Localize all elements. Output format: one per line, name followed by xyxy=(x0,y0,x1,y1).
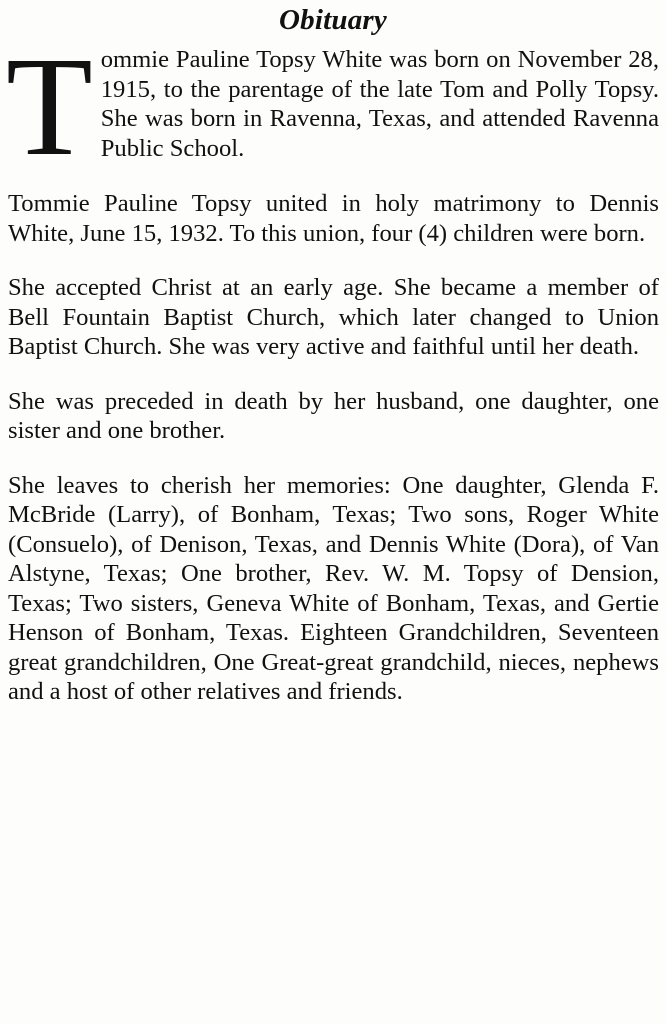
paragraph-survivors: She leaves to cherish her memories: One daughter, Glenda F. McBride (Larry), of Bonham, Texas; Two sons, Roger White (Consuelo), of Denison, Texas, and Dennis White (Dora), of Van Alstyne, Texas; One brother, Rev. W. M. Topsy of Dension, Texas; Two sisters, Geneva White of Bonham, Texas, and Gertie Henson of Bonham, Texas. Eighteen Grandchildren, Seventeen great grandchildren, One Great-great grandchild, nieces, nephews and a host of other relatives and friends. xyxy=(8,471,659,705)
paragraph-birth xyxy=(6,27,659,185)
drop-cap-letter: T xyxy=(6,27,93,185)
paragraph-marriage: Tommie Pauline Topsy united in holy matrimony to Dennis White, June 15, 1932. To this union, four (4) children were born. xyxy=(8,190,659,247)
paragraph-preceded: She was preceded in death by her husband, one daughter, one sister and one brother. xyxy=(8,387,659,444)
obituary-body xyxy=(6,27,659,732)
paragraph-birth-text: ommie Pauline Topsy White was born on November 28, 1915, to the parentage of the late Tom and Polly Topsy. She was born in Ravenna, Texas, and attended Ravenna Public School. xyxy=(100,46,659,162)
page-title: Obituary xyxy=(279,4,387,36)
paragraph-faith: She accepted Christ at an early age. She became a member of Bell Fountain Baptist Church, which later changed to Union Baptist Church. She was very active and faithful until her death. xyxy=(8,274,659,360)
